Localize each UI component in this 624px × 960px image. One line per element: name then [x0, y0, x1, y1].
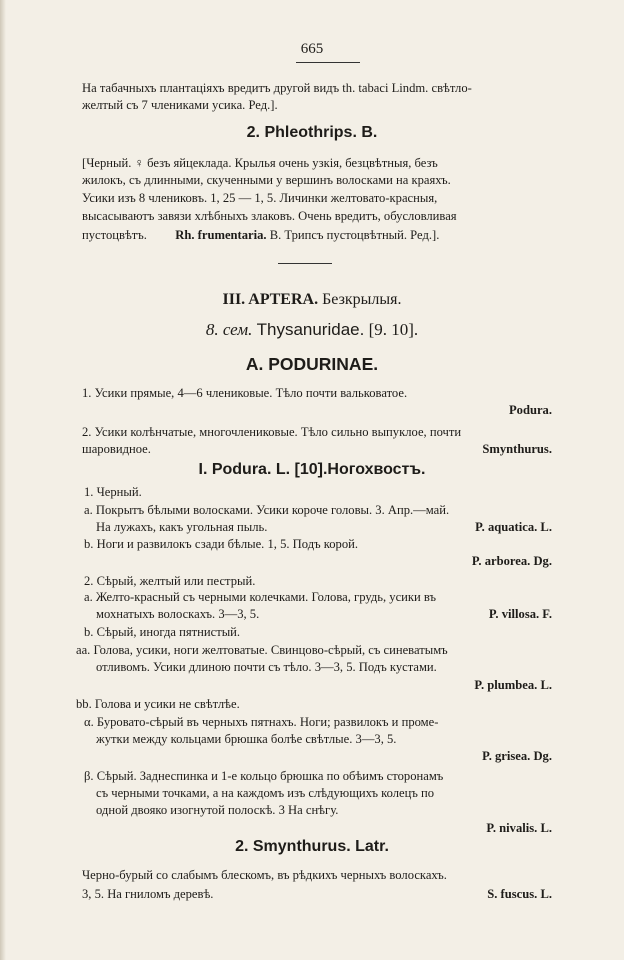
family-name: Thysanuridae. [256, 320, 365, 339]
key-line-2b: шаровидное. [82, 442, 151, 456]
page-spine-shadow [0, 0, 6, 960]
smynthurus-line-1: Черно-бурый со слабымъ блескомъ, въ рѣдкихъ черныхъ волоскахъ. [82, 868, 447, 882]
phleothrips-line-1: [Черный. ♀ безъ яйцеклада. Крылья очень узкія, безцвѣтныя, безъ [82, 156, 438, 170]
phleothrips-line-4: высасываютъ завязи хлѣбныхъ злаковъ. Очень вредитъ, обусловливая [82, 209, 457, 223]
podura-beta-line-3: одной двояко изогнутой полоскѣ. 3 На снѣгу. [96, 803, 339, 817]
podura-group-2: 2. Сѣрый, желтый или пестрый. [84, 574, 256, 588]
family-heading [0, 322, 624, 338]
podura-beta-line-1: β. Сѣрый. Заднеспинка и 1-е кольцо брюшка по обѣимъ сторонамъ [84, 769, 444, 783]
species-rh-frumentaria: Rh. frumentaria. [175, 228, 267, 242]
phleothrips-line-5-rest: B. Трипсъ пустоцвѣтный. Ред.]. [269, 228, 440, 242]
subfamily-heading: A. PODURINAE. [245, 354, 379, 374]
podura-c-line-2: мохнатыхъ волоскахъ. 3—3, 5. [96, 607, 260, 621]
podura-bb-line-1: bb. Голова и усики не свѣтлѣе. [76, 697, 240, 711]
podura-alpha-line-1: α. Буровато-сѣрый въ черныхъ пятнахъ. Ноги; развилокъ и проме- [84, 715, 439, 729]
species-p-grisea: P. grisea. Dg. [482, 749, 552, 763]
order-latin-name: III. APTERA. [222, 291, 319, 308]
smynthurus-line-2: 3, 5. На гниломъ деревѣ. [82, 887, 214, 901]
podura-d-line-1: b. Сѣрый, иногда пятнистый. [84, 625, 241, 639]
order-russian-name: Безкрылыя. [322, 291, 402, 308]
podura-aa-line-1: aa. Голова, усики, ноги желтоватые. Свинцово-сѣрый, съ синеватымъ [76, 643, 448, 657]
genus-heading-smynthurus: 2. Smynthurus. Latr. [235, 838, 389, 855]
species-s-fuscus: S. fuscus. L. [487, 887, 552, 901]
podura-b-line-1: b. Ноги и развилокъ сзади бѣлые. 1, 5. Подъ корой. [84, 537, 359, 551]
podura-c-line-1: a. Желто-красный съ черными колечками. Голова, грудь, усики въ [84, 590, 437, 604]
podura-aa-line-2: отливомъ. Усики длиною почти съ тѣло. 3—3, 5. Подъ кустами. [96, 660, 437, 674]
species-p-arborea: P. arborea. Dg. [471, 554, 552, 568]
podura-a-line-2: На лужахъ, какъ угольная пыль. [96, 520, 268, 534]
section-rule [278, 263, 332, 264]
species-p-aquatica: P. aquatica. L. [475, 520, 552, 534]
podura-group-1: 1. Черный. [84, 485, 142, 499]
podura-a-line-1: a. Покрытъ бѣлыми волосками. Усики короче головы. 3. Апр.—май. [84, 503, 450, 517]
phleothrips-line-5 [82, 227, 439, 243]
species-p-nivalis: P. nivalis. L. [486, 821, 552, 835]
key-line-1: 1. Усики прямые, 4—6 члениковые. Тѣло почти вальковатое. [82, 386, 408, 400]
species-p-villosa: P. villosa. F. [488, 607, 552, 621]
header-rule [296, 62, 360, 63]
key-genus-smynthurus: Smynthurus. [482, 442, 552, 456]
family-reference: [9. 10]. [368, 320, 419, 339]
species-p-plumbea: P. plumbea. L. [474, 678, 552, 692]
phleothrips-line-5-text: пустоцвѣтъ. [82, 228, 147, 242]
family-prefix: 8. сем. [205, 320, 253, 339]
key-genus-podura: Podura. [508, 403, 552, 417]
genus-heading-podura: I. Podura. L. [10].Ногохвостъ. [198, 461, 426, 478]
order-heading [0, 292, 624, 308]
note-line-2: желтый съ 7 члениками усика. Ред.]. [82, 98, 278, 112]
phleothrips-line-3: Усики изъ 8 члениковъ. 1, 25 — 1, 5. Личинки желтовато-красныя, [82, 191, 438, 205]
podura-alpha-line-2: жутки между кольцами брюшка болѣе свѣтлые. 3—3, 5. [96, 732, 397, 746]
page-number: 665 [300, 41, 324, 57]
key-line-2: 2. Усики колѣнчатые, многочлениковые. Тѣло сильно выпуклое, почти [82, 425, 462, 439]
note-line-1: На табачныхъ плантаціяхъ вредитъ другой видъ th. tabaci Lindm. свѣтло- [82, 81, 472, 95]
genus-heading-phleothrips: 2. Phleothrips. B. [246, 124, 378, 141]
podura-beta-line-2: съ черными точками, а на каждомъ изъ слѣдующихъ колецъ по [96, 786, 435, 800]
phleothrips-line-2: жилокъ, съ длинными, скученными у вершинъ волосками на краяхъ. [82, 173, 451, 187]
